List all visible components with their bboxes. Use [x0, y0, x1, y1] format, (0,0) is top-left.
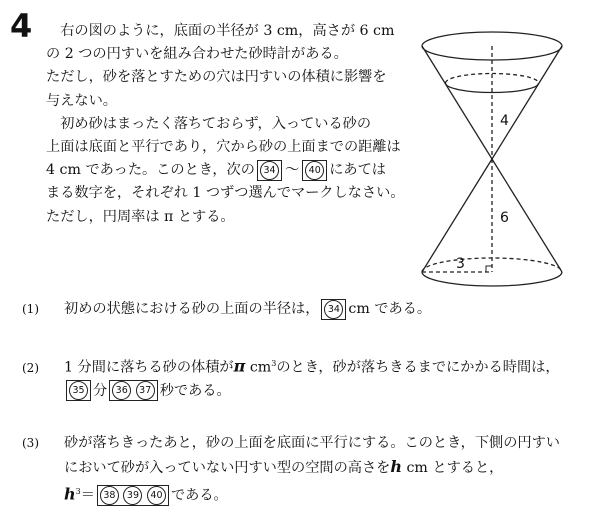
answer-box-last: [302, 160, 327, 181]
sub1-after: cm である。: [348, 301, 432, 317]
sub2-label: (2): [22, 360, 39, 375]
para2-line-5: ただし，円周率は π とする。: [46, 208, 235, 225]
intro-line-1: 右の図のように，底面の半径が 3 cm，高さが 6 cm: [60, 23, 395, 39]
second-unit: 秒である。: [159, 382, 231, 399]
sub2-line-1: [22, 352, 560, 380]
answer-box-first: [257, 160, 282, 181]
answer-box-36-37: [109, 380, 158, 401]
mark-number: 39: [123, 486, 142, 505]
sub1-line: [22, 298, 431, 321]
mark-number: 36: [112, 381, 131, 400]
mark-number: 35: [69, 381, 88, 400]
mark-number: 38: [100, 486, 119, 505]
para2-line-3-after: にあては: [329, 162, 386, 179]
mark-number: 34: [260, 161, 279, 180]
sub1-label: (1): [22, 302, 39, 316]
sub3-text-1: 砂が落ちきったあと，砂の上面を底面に平行にする。このとき，下側の円すい: [64, 435, 560, 451]
cube-exponent: 3: [271, 359, 277, 368]
para2-line-3-text: 4 cm であった。このとき，次の: [46, 162, 255, 179]
answer-box-38-39-40: [97, 485, 169, 506]
para2-line-2: 上面は底面と平行であり，穴から砂の上面までの距離は: [46, 139, 401, 156]
problem-intro: [46, 20, 416, 229]
para2-line-4: まる数字を，それぞれ 1 つずつ選んでマークしなさい。: [46, 185, 405, 202]
h-cubed-variable: h: [64, 484, 76, 504]
mark-number: 40: [147, 486, 166, 505]
sub3-text-2b: cm とすると，: [406, 460, 504, 476]
top-cone-right-edge: [492, 46, 562, 159]
sub1-text: 初めの状態における砂の上面の半径は，: [64, 301, 320, 317]
sub-question-3: [22, 432, 560, 508]
right-angle-mark: [486, 266, 492, 272]
hourglass-figure: [420, 8, 580, 288]
top-cone-left-edge: [422, 46, 492, 159]
sub2-text-b: のとき，砂が落ちきるまでにかかる時間は，: [276, 359, 560, 376]
sub2-text-a: 1 分間に落ちる砂の体積が: [64, 359, 234, 376]
intro-line-3: ただし，砂を落とすための穴は円すいの体積に影響を: [46, 69, 387, 86]
upper-height-label: 4: [500, 113, 509, 129]
sub3-label: (3): [22, 436, 39, 450]
h-variable: h: [390, 457, 402, 476]
minute-unit: 分: [93, 382, 108, 399]
bottom-base-front: [422, 272, 562, 286]
sub2-line-2: [22, 380, 560, 403]
equals-sign: ＝: [80, 487, 95, 504]
lower-height-label: 6: [500, 210, 509, 226]
pi-symbol: π: [233, 356, 246, 376]
unit-cm: cm: [249, 359, 272, 376]
mark-number: 34: [324, 300, 343, 319]
para2-line-1: 初め砂はまったく落ちておらず，入っている砂の: [60, 115, 372, 132]
sub3-line-3: [22, 480, 560, 508]
intro-line-2: の 2 つの円すいを組み合わせた砂時計がある。: [46, 46, 348, 63]
range-tilde: ～: [285, 162, 300, 179]
answer-box-34: [321, 299, 346, 320]
sub3-after: である。: [170, 487, 228, 504]
mark-number: 40: [305, 161, 324, 180]
sub-question-2: [22, 352, 560, 403]
cube-exponent: 3: [75, 487, 81, 496]
intro-line-4: 与えない。: [46, 92, 117, 109]
para2-line-3: [46, 159, 416, 182]
question-number: 4: [10, 7, 33, 45]
sub-question-1: [22, 298, 431, 321]
sub3-line-1: [22, 432, 560, 455]
mark-number: 37: [136, 381, 155, 400]
answer-box-35: [66, 380, 91, 401]
radius-label: 3: [456, 256, 465, 272]
sub3-text-2a: において砂が入っていない円すい型の空間の高さを: [64, 460, 391, 476]
sub3-line-2: [22, 455, 560, 480]
